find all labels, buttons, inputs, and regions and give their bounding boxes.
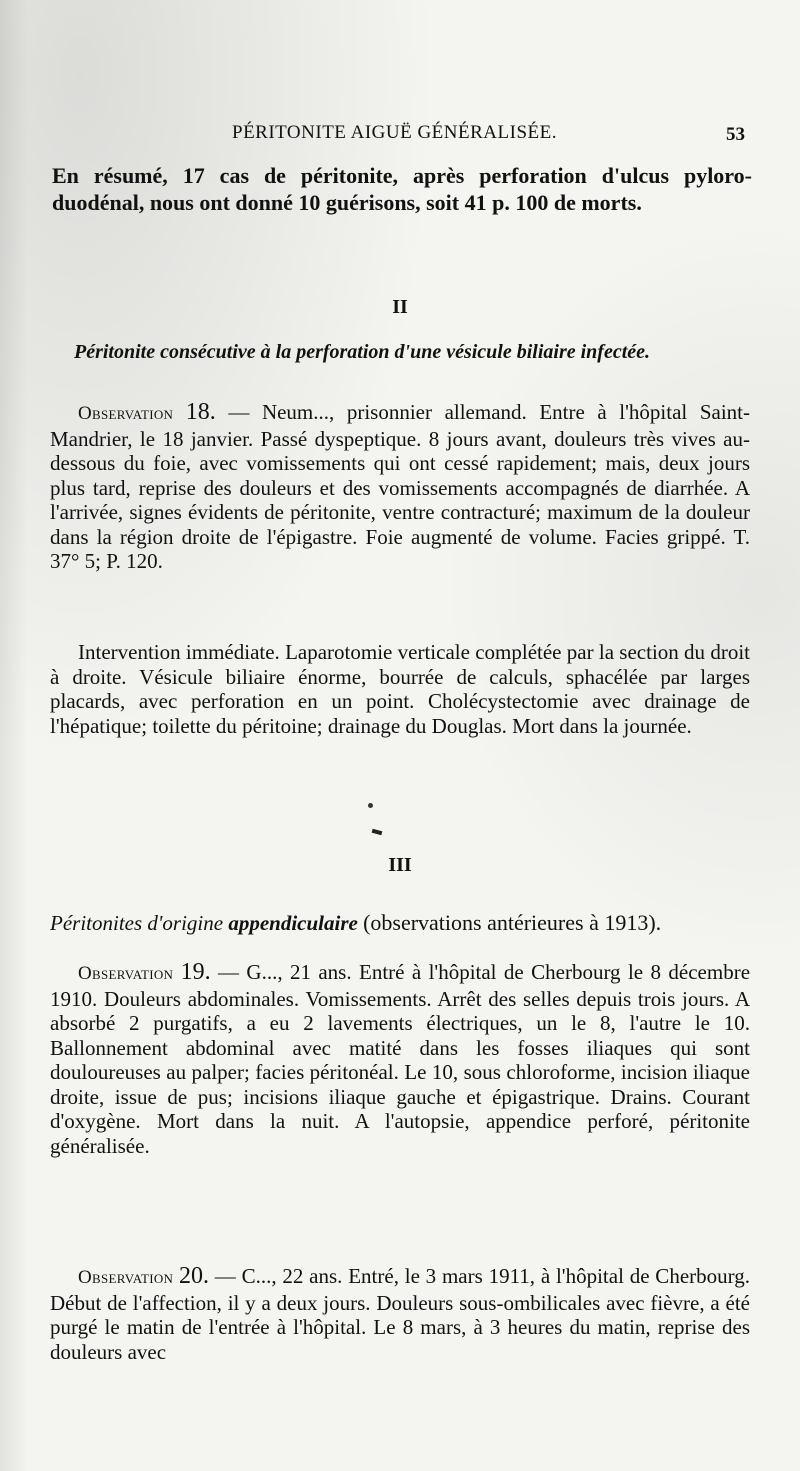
ink-mark xyxy=(372,829,383,835)
observation-label: Observation xyxy=(78,963,174,984)
observation-number: 20. xyxy=(179,1263,209,1289)
observation-text: — C..., 22 ans. Entré, le 3 mars 1911, à l'hôpital de Cherbourg. Début de l'affection, il y a deux jours. Douleurs sous-ombilicales avec fièvre, a été purgé le matin de l'entrée à l'hôpital. Le 8 mars, à 3 heures du matin, reprise des douleurs avec xyxy=(50,1264,750,1364)
section-number-ii: II xyxy=(392,296,408,318)
section-title-ii: Péritonite consécutive à la perforation d'une vésicule biliaire infectée. xyxy=(74,341,651,363)
section-title-bold: appendiculaire xyxy=(228,911,358,935)
observation-text: — G..., 21 ans. Entré à l'hôpital de Cherbourg le 8 décembre 1910. Douleurs abdominales. Vomissements. Arrêt des selles depuis trois jours. A absorbé 2 purgatifs, a eu 2 lavements électriques, un le 8, l'autre le 10. Ballonnement abdominal avec matité dans les fosses iliaques qui sont douloureuses au palper; facies péritonéal. Le 10, sous chloroforme, incision iliaque droite, issue de pus; incisions iliaque gauche et épigastrique. Drains. Courant d'oxygène. Mort dans la nuit. A l'autopsie, appendice perforé, péritonite généralisée. xyxy=(50,960,751,1158)
page-number: 53 xyxy=(726,124,745,145)
observation-text-2: Intervention immédiate. Laparotomie verticale complétée par la section du droit à droite. Vésicule biliaire énorme, bourrée de calculs, sphacélée par larges placards, avec perforation en un point. Cholécystectomie avec drainage de l'hépatique; toilette du péritoine; drainage du Douglas. Mort dans la journée. xyxy=(50,640,750,738)
observation-19 xyxy=(50,960,750,1158)
intro-paragraph: En résumé, 17 cas de péritonite, après perforation d'ulcus pyloro-duodénal, nous ont donné 10 guérisons, soit 41 p. 100 de morts. xyxy=(52,163,752,215)
observation-number: 18. xyxy=(185,399,216,425)
observation-text: — Neum..., prisonnier allemand. Entre à l'hôpital Saint-Mandrier, le 18 janvier. Passé dyspeptique. 8 jours avant, douleurs très vives au-dessous du foie, avec vomissements qui ont cessé rapidement; mais, deux jours plus tard, reprise des douleurs et des vomissements accompagnés de diarrhée. A l'arrivée, signes évidents de péritonite, ventre contracturé; maximum de la douleur dans la région droite de l'épigastre. Foie augmenté de volume. Facies grippé. T. 37° 5; P. 120. xyxy=(50,400,750,573)
ink-speck xyxy=(368,803,373,808)
scan-shadow xyxy=(0,0,28,1471)
observation-18-continued xyxy=(50,640,750,738)
section-title-plain: (observations antérieures à 1913). xyxy=(363,910,662,935)
observation-18 xyxy=(50,400,750,574)
observation-label: Observation xyxy=(78,1267,174,1288)
page-header xyxy=(0,122,800,152)
observation-number: 19. xyxy=(180,959,211,985)
section-title-italic: Péritonites d'origine xyxy=(50,911,224,935)
running-title: PÉRITONITE AIGUË GÉNÉRALISÉE. xyxy=(232,122,557,143)
section-number-iii: III xyxy=(388,854,412,876)
observation-label: Observation xyxy=(78,403,174,424)
observation-20 xyxy=(50,1264,750,1364)
section-title-iii xyxy=(50,910,661,936)
